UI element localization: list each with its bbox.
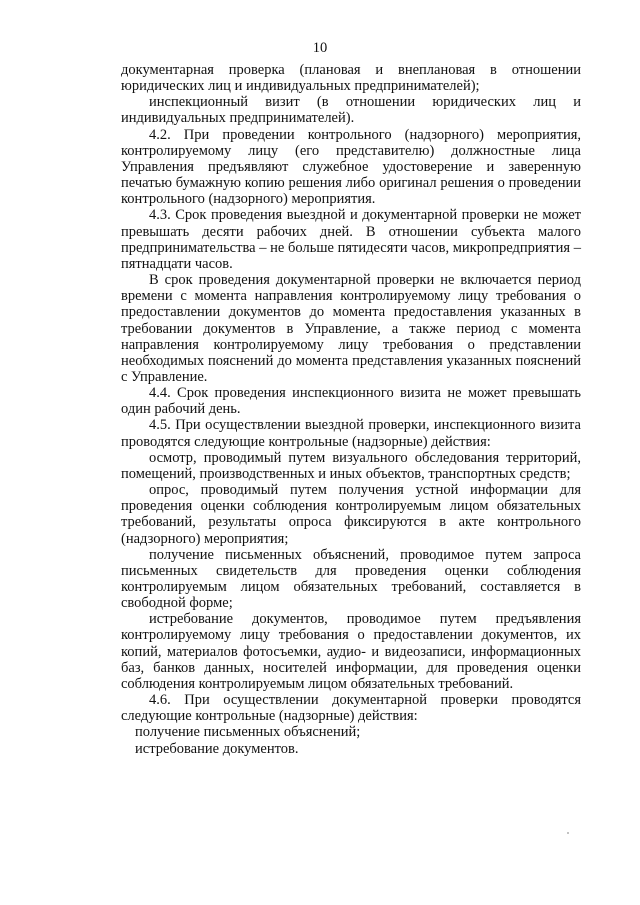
paragraph-document-request: истребование документов, проводимое путем предъявления контролируемому лицу требования о предоставлении документов, их копий, материалов фотосъемки, аудио- и видеозаписи, информационных баз, банков данных, носителей информации, для проведения оценки соблюдения контролируемым лицом обязательных требований. bbox=[121, 611, 581, 692]
paragraph-documentary-period: В срок проведения документарной проверки не включается период времени с момента направления контролируемому лицу требования о предоставлении документов до момента предоставления указанных в требовании документов в Управление, а также период с момента направления контролируемому лицу требования о представлении необходимых пояснений до момента представления указанных пояснений с Управление. bbox=[121, 272, 581, 385]
paragraph-written-explanations: получение письменных объяснений, проводимое путем запроса письменных свидетельств для проведения оценки соблюдения контролируемым лицом обязательных требований, составляется в свободной форме; bbox=[121, 546, 581, 612]
paragraph-section-4-4: 4.4. Срок проведения инспекционного визита не может превышать один рабочий день. bbox=[121, 385, 581, 418]
paragraph-section-4-6: 4.6. При осуществлении документарной проверки проводятся следующие контрольные (надзорные) действия: bbox=[121, 692, 581, 725]
document-body bbox=[121, 62, 581, 757]
page-number: 10 bbox=[312, 40, 328, 56]
list-item-document-request: истребование документов. bbox=[135, 740, 299, 757]
paragraph-inspection-visit: инспекционный визит (в отношении юридических лиц и индивидуальных предпринимателей). bbox=[121, 94, 581, 127]
paragraph-section-4-3: 4.3. Срок проведения выездной и документарной проверки не может превышать десяти рабочих дней. В отношении субъекта малого предпринимательства – не больше пятидесяти часов, микропредприятия – пятнадцати часов. bbox=[121, 207, 581, 272]
scan-speck bbox=[567, 832, 569, 834]
paragraph-section-4-5: 4.5. При осуществлении выездной проверки, инспекционного визита проводятся следующие контрольные (надзорные) действия: bbox=[121, 417, 581, 450]
list-item-written-explanations: получение письменных объяснений; bbox=[135, 724, 361, 741]
paragraph-survey-action: опрос, проводимый путем получения устной информации для проведения оценки соблюдения контролируемым лицом обязательных требований, результаты опроса фиксируются в акте контрольного (надзорного) мероприятия; bbox=[121, 482, 581, 547]
paragraph-inspection-action: осмотр, проводимый путем визуального обследования территорий, помещений, производственных и иных объектов, транспортных средств; bbox=[121, 449, 581, 482]
paragraph-section-4-2: 4.2. При проведении контрольного (надзорного) мероприятия, контролируемому лицу (его представителю) должностные лица Управления предъявляют служебное удостоверение и заверенную печатью бумажную копию решения либо оригинал решения о проведении контрольного (надзорного) мероприятия. bbox=[121, 126, 581, 208]
paragraph-documentary-check: документарная проверка (плановая и внеплановая в отношении юридических лиц и индивидуальных предпринимателей); bbox=[121, 62, 581, 95]
